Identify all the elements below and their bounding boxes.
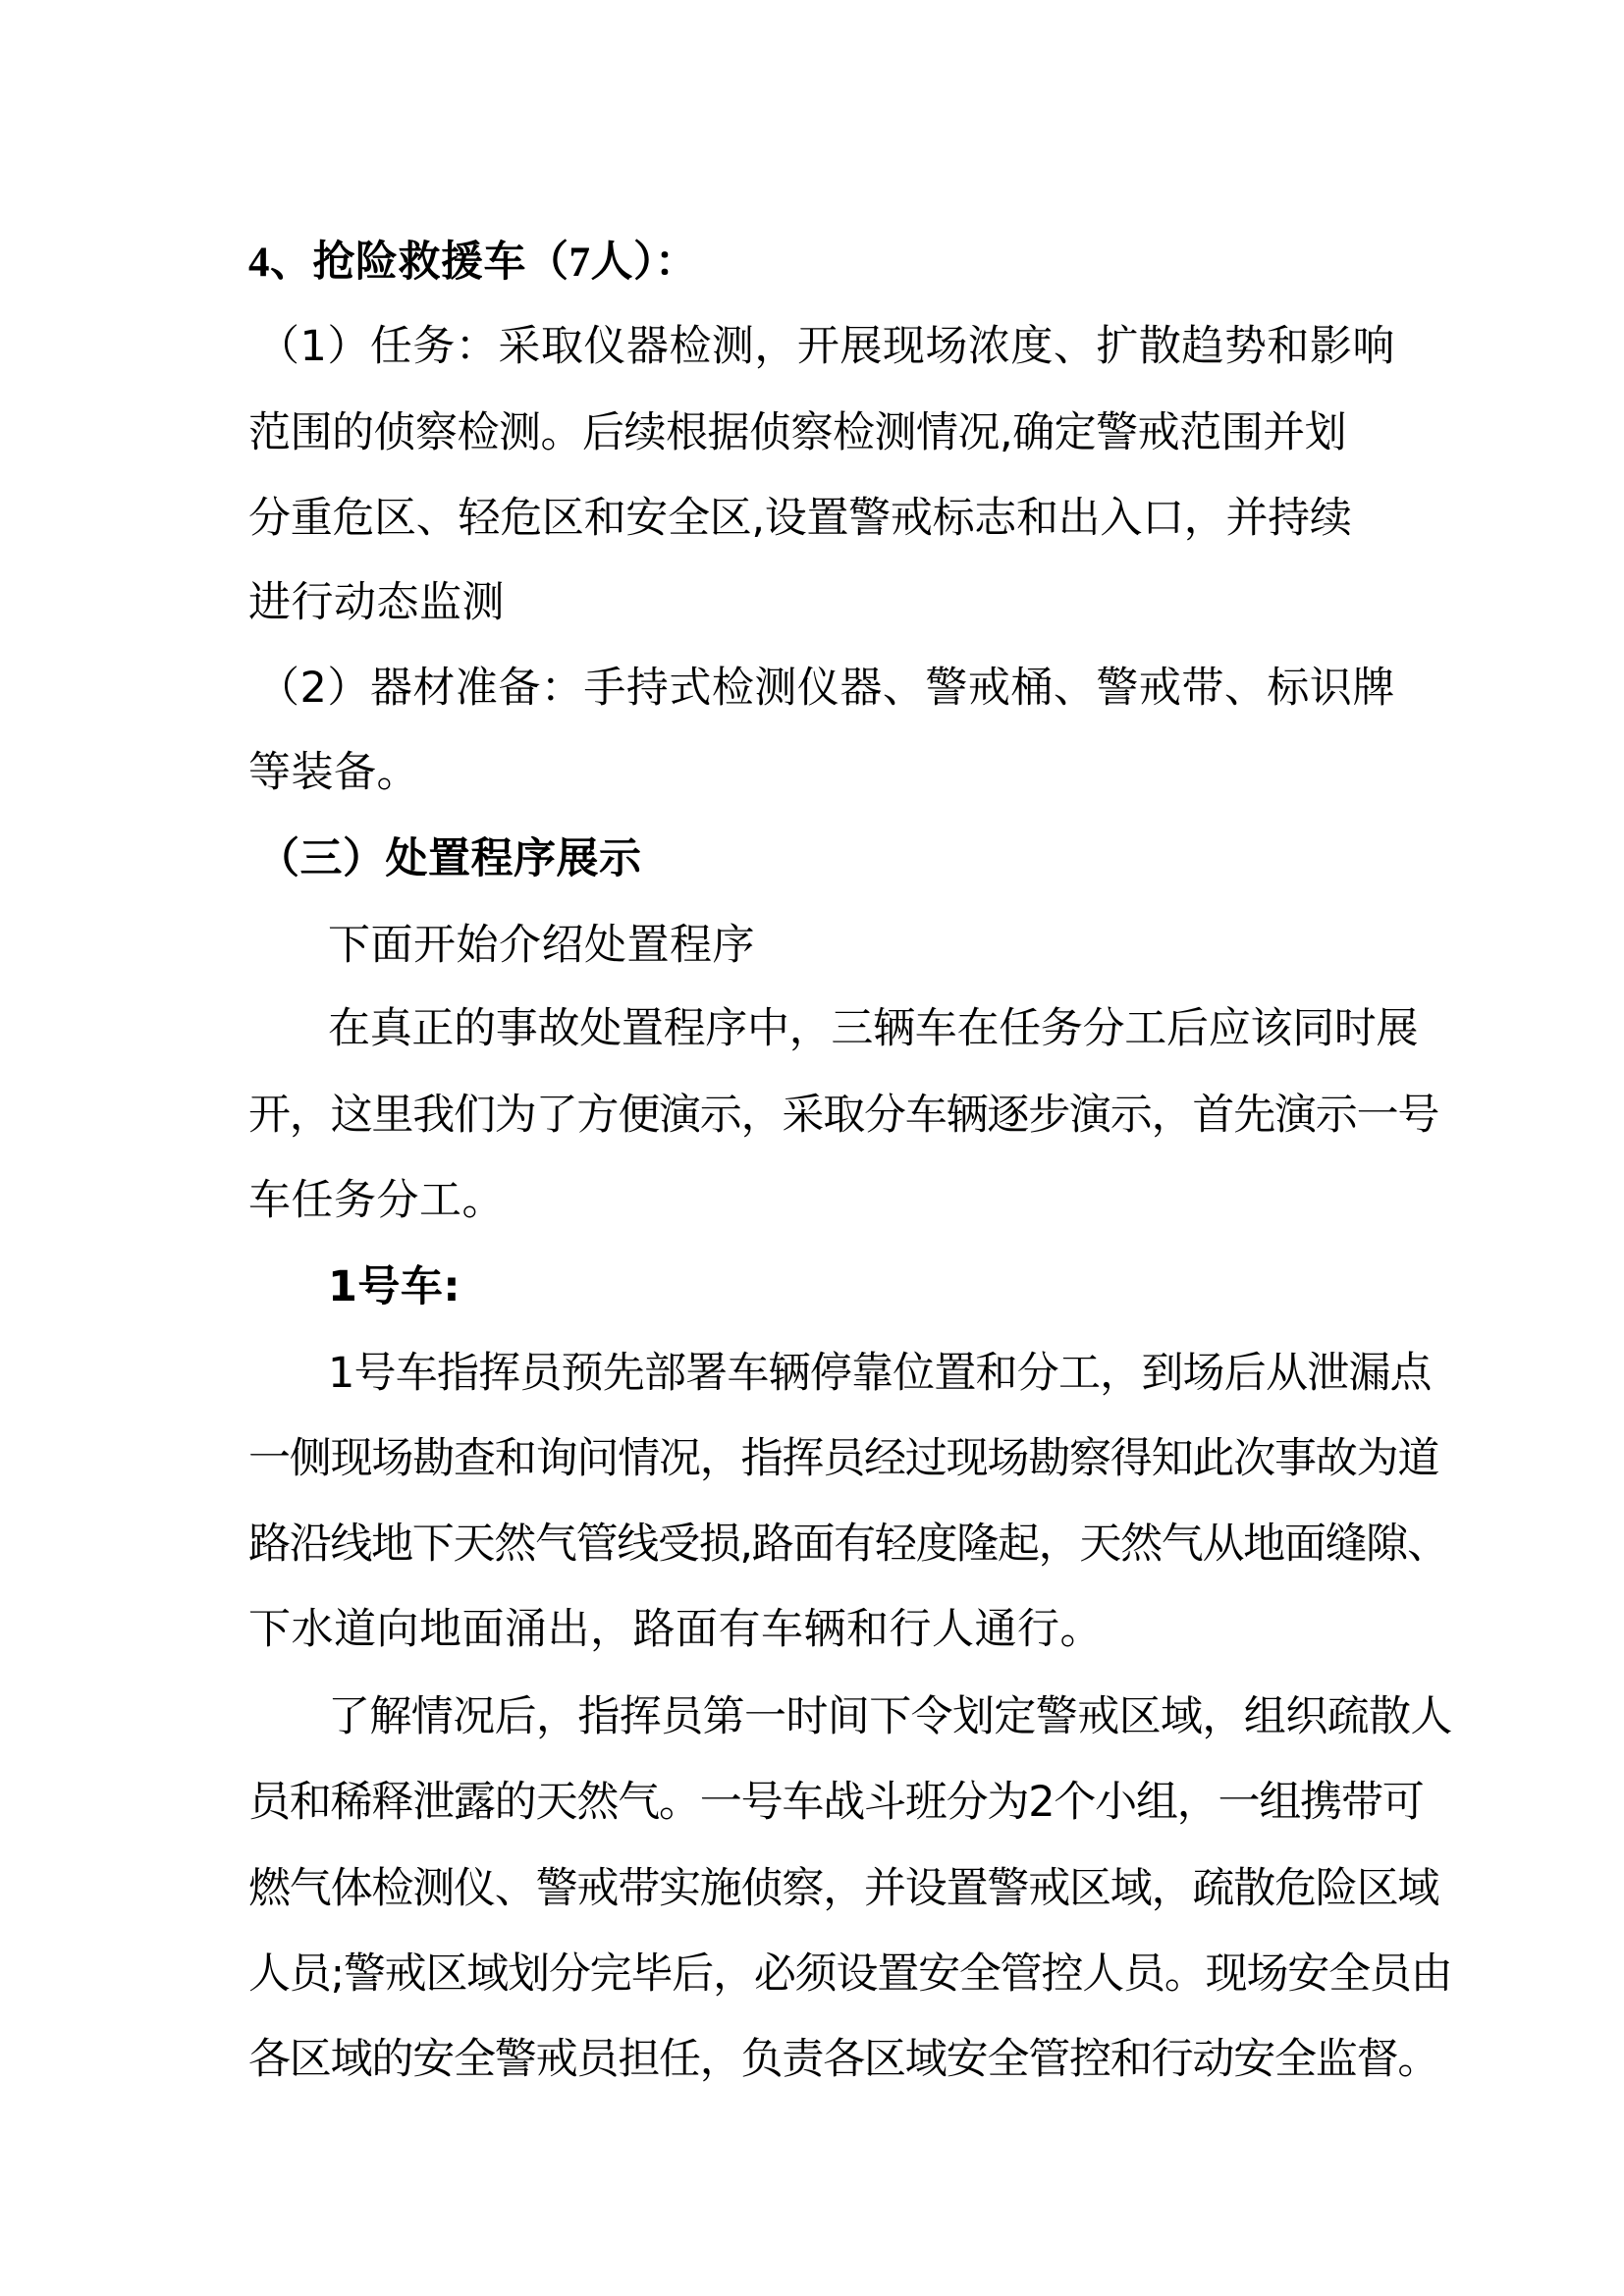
- paragraph-line: 在真正的事故处置程序中，三辆车在任务分工后应该同时展: [328, 1004, 1419, 1053]
- paragraph-line: 了解情况后，指挥员第一时间下令划定警戒区域，组织疏散人: [328, 1692, 1452, 1741]
- paragraph-line: 开，这里我们为了方便演示，采取分车辆逐步演示，首先演示一号: [248, 1091, 1439, 1140]
- paragraph-line: 一侧现场勘查和询问情况，指挥员经过现场勘察得知此次事故为道: [248, 1434, 1439, 1483]
- section-heading-procedure: （三）处置程序展示: [257, 834, 642, 883]
- paragraph-line: 员和稀释泄露的天然气。一号车战斗班分为2个小组，一组携带可: [248, 1778, 1424, 1827]
- paragraph-line: 燃气体检测仪、警戒带实施侦察，并设置警戒区域，疏散危险区域: [248, 1864, 1439, 1913]
- paragraph-line: 分重危区、轻危区和安全区,设置警戒标志和出入口，并持续: [248, 494, 1352, 543]
- paragraph-line: 下面开始介绍处置程序: [328, 921, 755, 970]
- paragraph-line: 1号车指挥员预先部署车辆停靠位置和分工，到场后从泄漏点: [328, 1349, 1432, 1398]
- paragraph-line: 路沿线地下天然气管线受损,路面有轻度隆起，天然气从地面缝隙、: [248, 1520, 1448, 1569]
- paragraph-line: 人员;警戒区域划分完毕后，必须设置安全管控人员。现场安全员由: [248, 1949, 1452, 1999]
- paragraph-line: 范围的侦察检测。后续根据侦察检测情况,确定警戒范围并划: [248, 408, 1347, 457]
- paragraph-line: 等装备。: [248, 748, 419, 797]
- paragraph-line: 各区域的安全警戒员担任，负责各区域安全管控和行动安全监督。: [248, 2035, 1439, 2084]
- paragraph-line: （1）任务：采取仪器检测，开展现场浓度、扩散趋势和影响: [257, 322, 1395, 371]
- subheading-vehicle-1: 1号车:: [328, 1262, 461, 1311]
- paragraph-line: 下水道向地面涌出，路面有车辆和行人通行。: [248, 1605, 1103, 1654]
- paragraph-line: （2）器材准备：手持式检测仪器、警戒桶、警戒带、标识牌: [257, 664, 1395, 713]
- paragraph-line: 车任务分工。: [248, 1176, 505, 1225]
- section-heading-rescue-vehicle: 4、抢险救援车（7人）：: [248, 240, 698, 286]
- paragraph-line: 进行动态监测: [248, 578, 505, 627]
